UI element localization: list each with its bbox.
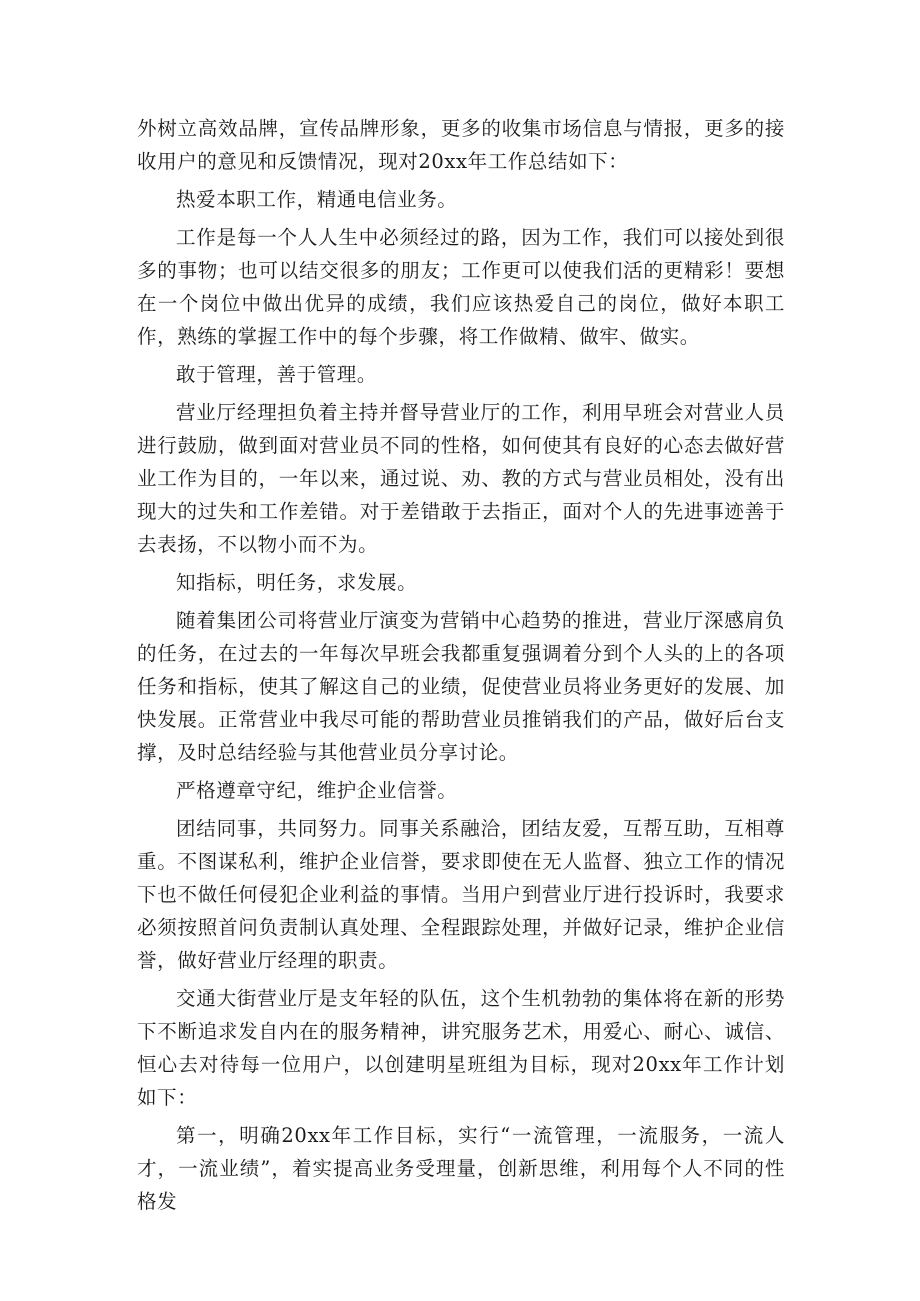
- paragraph-young-team: 交通大街营业厅是支年轻的队伍，这个生机勃勃的集体将在新的形势下不断追求发自内在的服务精神，讲究服务艺术，用爱心、耐心、诚信、恒心去对待每一位用户，以创建明星班组为目标，现对20xx年工作计划如下：: [137, 987, 785, 1109]
- paragraph-continuation: 外树立高效品牌，宣传品牌形象，更多的收集市场信息与情报，更多的接收用户的意见和反馈情况，现对20xx年工作总结如下：: [137, 117, 785, 173]
- document-body: [137, 112, 785, 1223]
- paragraph-manager-duties: 营业厅经理担负着主持并督导营业厅的工作，利用早班会对营业人员进行鼓励，做到面对营业员不同的性格，如何使其有良好的心态去做好营业工作为目的，一年以来，通过说、劝、教的方式与营业员相处，没有出现大的过失和工作差错。对于差错敢于去指正，面对个人的先进事迹善于去表扬，不以物小而不为。: [137, 401, 785, 556]
- paragraph-work-importance: 工作是每一个人人生中必须经过的路，因为工作，我们可以接处到很多的事物；也可以结交很多的朋友；工作更可以使我们活的更精彩！要想在一个岗位中做出优异的成绩，我们应该热爱自己的岗位，做好本职工作，熟练的掌握工作中的每个步骤，将工作做精、做牢、做实。: [137, 226, 785, 348]
- section-heading-targets: 知指标，明任务，求发展。: [176, 571, 418, 594]
- paragraph-first-goal: 第一，明确20xx年工作目标，实行“一流管理，一流服务，一流人才，一流业绩”，着实提高业务受理量，创新思维，利用每个人不同的性格发: [137, 1124, 785, 1213]
- section-heading-management: 敢于管理，善于管理。: [176, 363, 378, 386]
- section-heading-discipline: 严格遵章守纪，维护企业信誉。: [176, 779, 458, 802]
- paragraph-teamwork: 团结同事，共同努力。同事关系融洽，团结友爱，互帮互助，互相尊重。不图谋私利，维护企业信誉，要求即使在无人监督、独立工作的情况下也不做任何侵犯企业利益的事情。当用户到营业厅进行投诉时，我要求必须按照首问负责制认真处理、全程跟踪处理，并做好记录，维护企业信誉，做好营业厅经理的职责。: [137, 817, 785, 972]
- section-heading-love-work: 热爱本职工作，精通电信业务。: [176, 188, 458, 211]
- paragraph-marketing-center: 随着集团公司将营业厅演变为营销中心趋势的推进，营业厅深感肩负的任务，在过去的一年每次早班会我都重复强调着分到个人头的上的各项任务和指标，使其了解这自己的业绩，促使营业员将业务更好的发展、加快发展。正常营业中我尽可能的帮助营业员推销我们的产品，做好后台支撑，及时总结经验与其他营业员分享讨论。: [137, 609, 785, 764]
